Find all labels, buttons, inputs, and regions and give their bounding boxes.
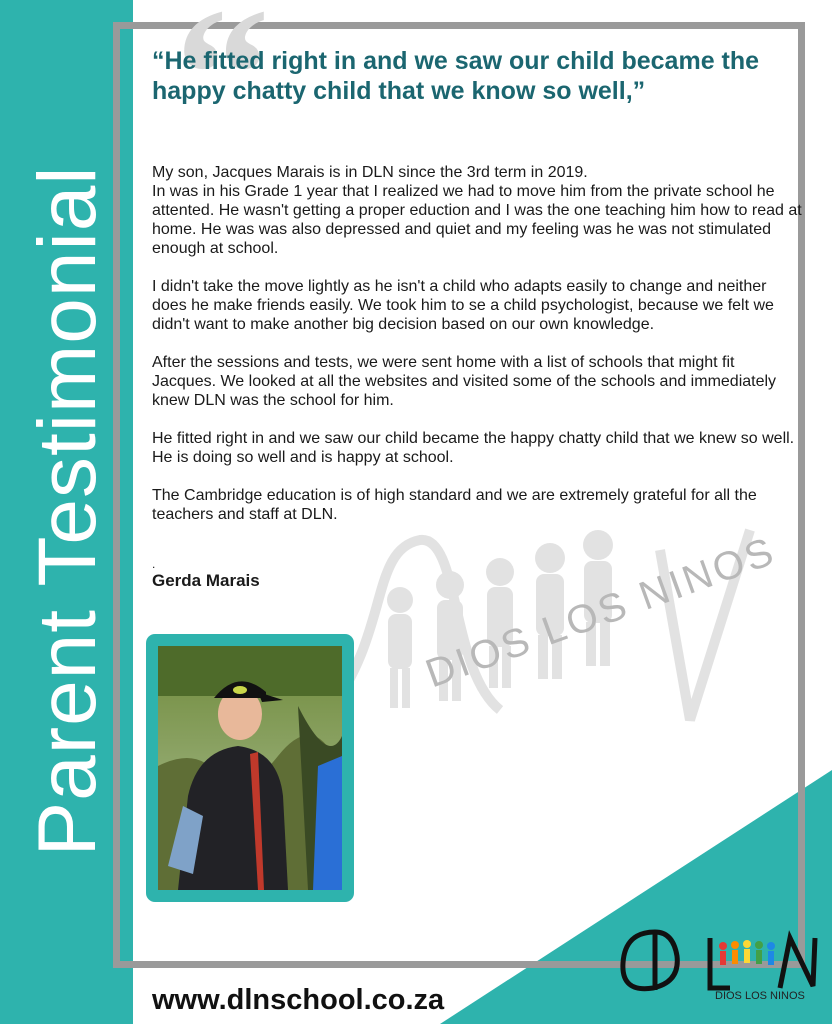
body-paragraph-3: After the sessions and tests, we were sent home with a list of schools that might fit Jacques. We looked at all the websites and visited some of the schools and immediately knew DLN was the school for him. (152, 354, 777, 409)
body-paragraph-4: He fitted right in and we saw our child became the happy chatty child that we knew so well. He is doing so well and is happy at school. (152, 430, 795, 466)
testimonial-headline: “He fitted right in and we saw our child became the happy chatty child that we know so well,” (152, 47, 760, 105)
author-name: Gerda Marais (152, 571, 260, 590)
watermark-text: DIOS LOS NINOS (420, 528, 782, 697)
child-photo (146, 634, 354, 902)
quote-mark: “ (175, 0, 270, 180)
website-url[interactable]: www.dlnschool.co.za (152, 984, 445, 1016)
photo-image (158, 646, 342, 890)
logo-tagline: DIOS LOS NINOS (715, 990, 805, 1002)
body-paragraph-5: The Cambridge education is of high standard and we are extremely grateful for all the teachers and staff at DLN. (152, 487, 757, 523)
body-line-1: My son, Jacques Marais is in DLN since the 3rd term in 2019. (152, 164, 588, 181)
separator-dot: . (152, 557, 156, 571)
vertical-title: Parent Testimonial (22, 165, 113, 857)
testimonial-body (152, 163, 802, 543)
body-paragraph-1 (152, 163, 802, 258)
body-paragraph-2: I didn't take the move lightly as he isn't a child who adapts easily to change and neither does he make friends easily. We took him to se a child psychologist, because we felt we didn't want to make another big decision based on our own knowledge. (152, 278, 774, 333)
body-line-2: In was in his Grade 1 year that I realized we had to move him from the private school he attented. He wasn't getting a proper eduction and I was the one teaching him how to read at home. He was was also depressed and quiet and my feeling was he was not stimulated enough at school. (152, 183, 802, 257)
